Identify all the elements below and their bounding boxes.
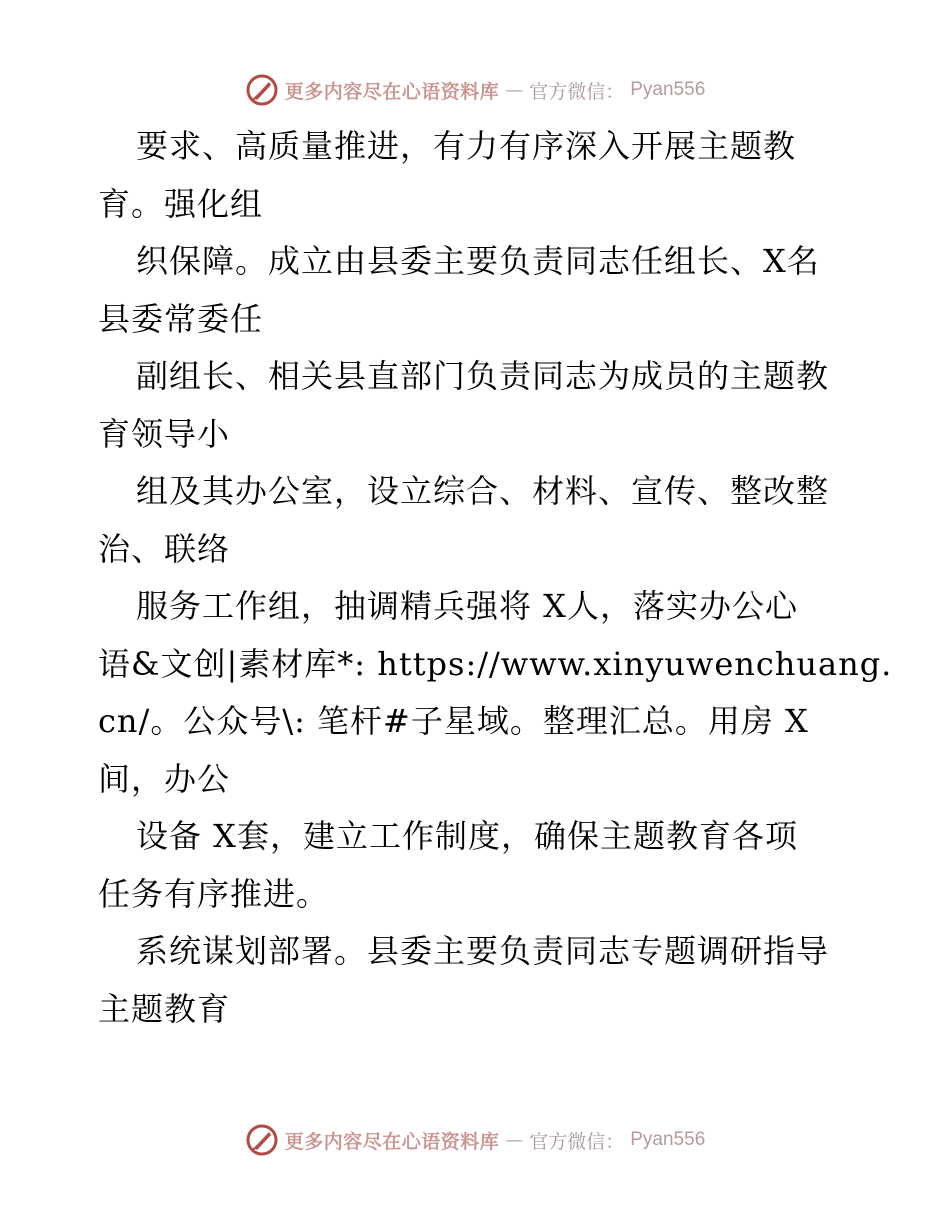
text-line: 育领导小: [98, 414, 231, 453]
text-line: 治、联络: [98, 529, 231, 568]
watermark-brand: 更多内容尽在心语资料库: [284, 1130, 500, 1153]
text-line: 要求、高质量推进，有力有序深入开展主题教: [136, 127, 797, 165]
text-line: 副组长、相关县直部门负责同志为成员的主题教: [136, 357, 830, 395]
text-line: 设备 X套，建立工作制度，确保主题教育各项: [136, 817, 798, 855]
text-line: 主题教育: [98, 989, 231, 1028]
watermark-brand: 更多内容尽在心语资料库: [284, 80, 500, 103]
document-body: [98, 118, 893, 1038]
text-line: 育。强化组: [98, 184, 264, 223]
text-line: 县委常委任: [98, 299, 264, 338]
watermark-separator: —: [505, 1129, 524, 1151]
text-line: 系统谋划部署。县委主要负责同志专题调研指导: [136, 932, 830, 970]
text-line: 服务工作组，抽调精兵强将 X人，落实办公心: [136, 587, 798, 625]
watermark-label: 官方微信：: [529, 1130, 625, 1153]
text-line: 任务有序推进。: [98, 874, 330, 913]
watermark-separator: —: [505, 79, 524, 101]
watermark-header: [0, 70, 950, 110]
watermark-id: Pyan556: [630, 1129, 706, 1150]
text-line: 织保障。成立由县委主要负责同志任组长、X名: [136, 242, 820, 280]
quill-logo-icon: [245, 1123, 279, 1157]
text-line: cn/。公众号\: 笔杆#子星域。整理汇总。用房 X: [98, 702, 809, 740]
watermark-footer: [0, 1120, 950, 1160]
text-line: 间，办公: [98, 759, 231, 798]
watermark-id: Pyan556: [630, 79, 706, 100]
text-line: 组及其办公室，设立综合、材料、宣传、整改整: [136, 472, 830, 510]
quill-logo-icon: [245, 73, 279, 107]
watermark-label: 官方微信：: [529, 80, 625, 103]
text-line: 语&文创|素材库*: https://www.xinyuwenchuang.: [98, 644, 893, 683]
